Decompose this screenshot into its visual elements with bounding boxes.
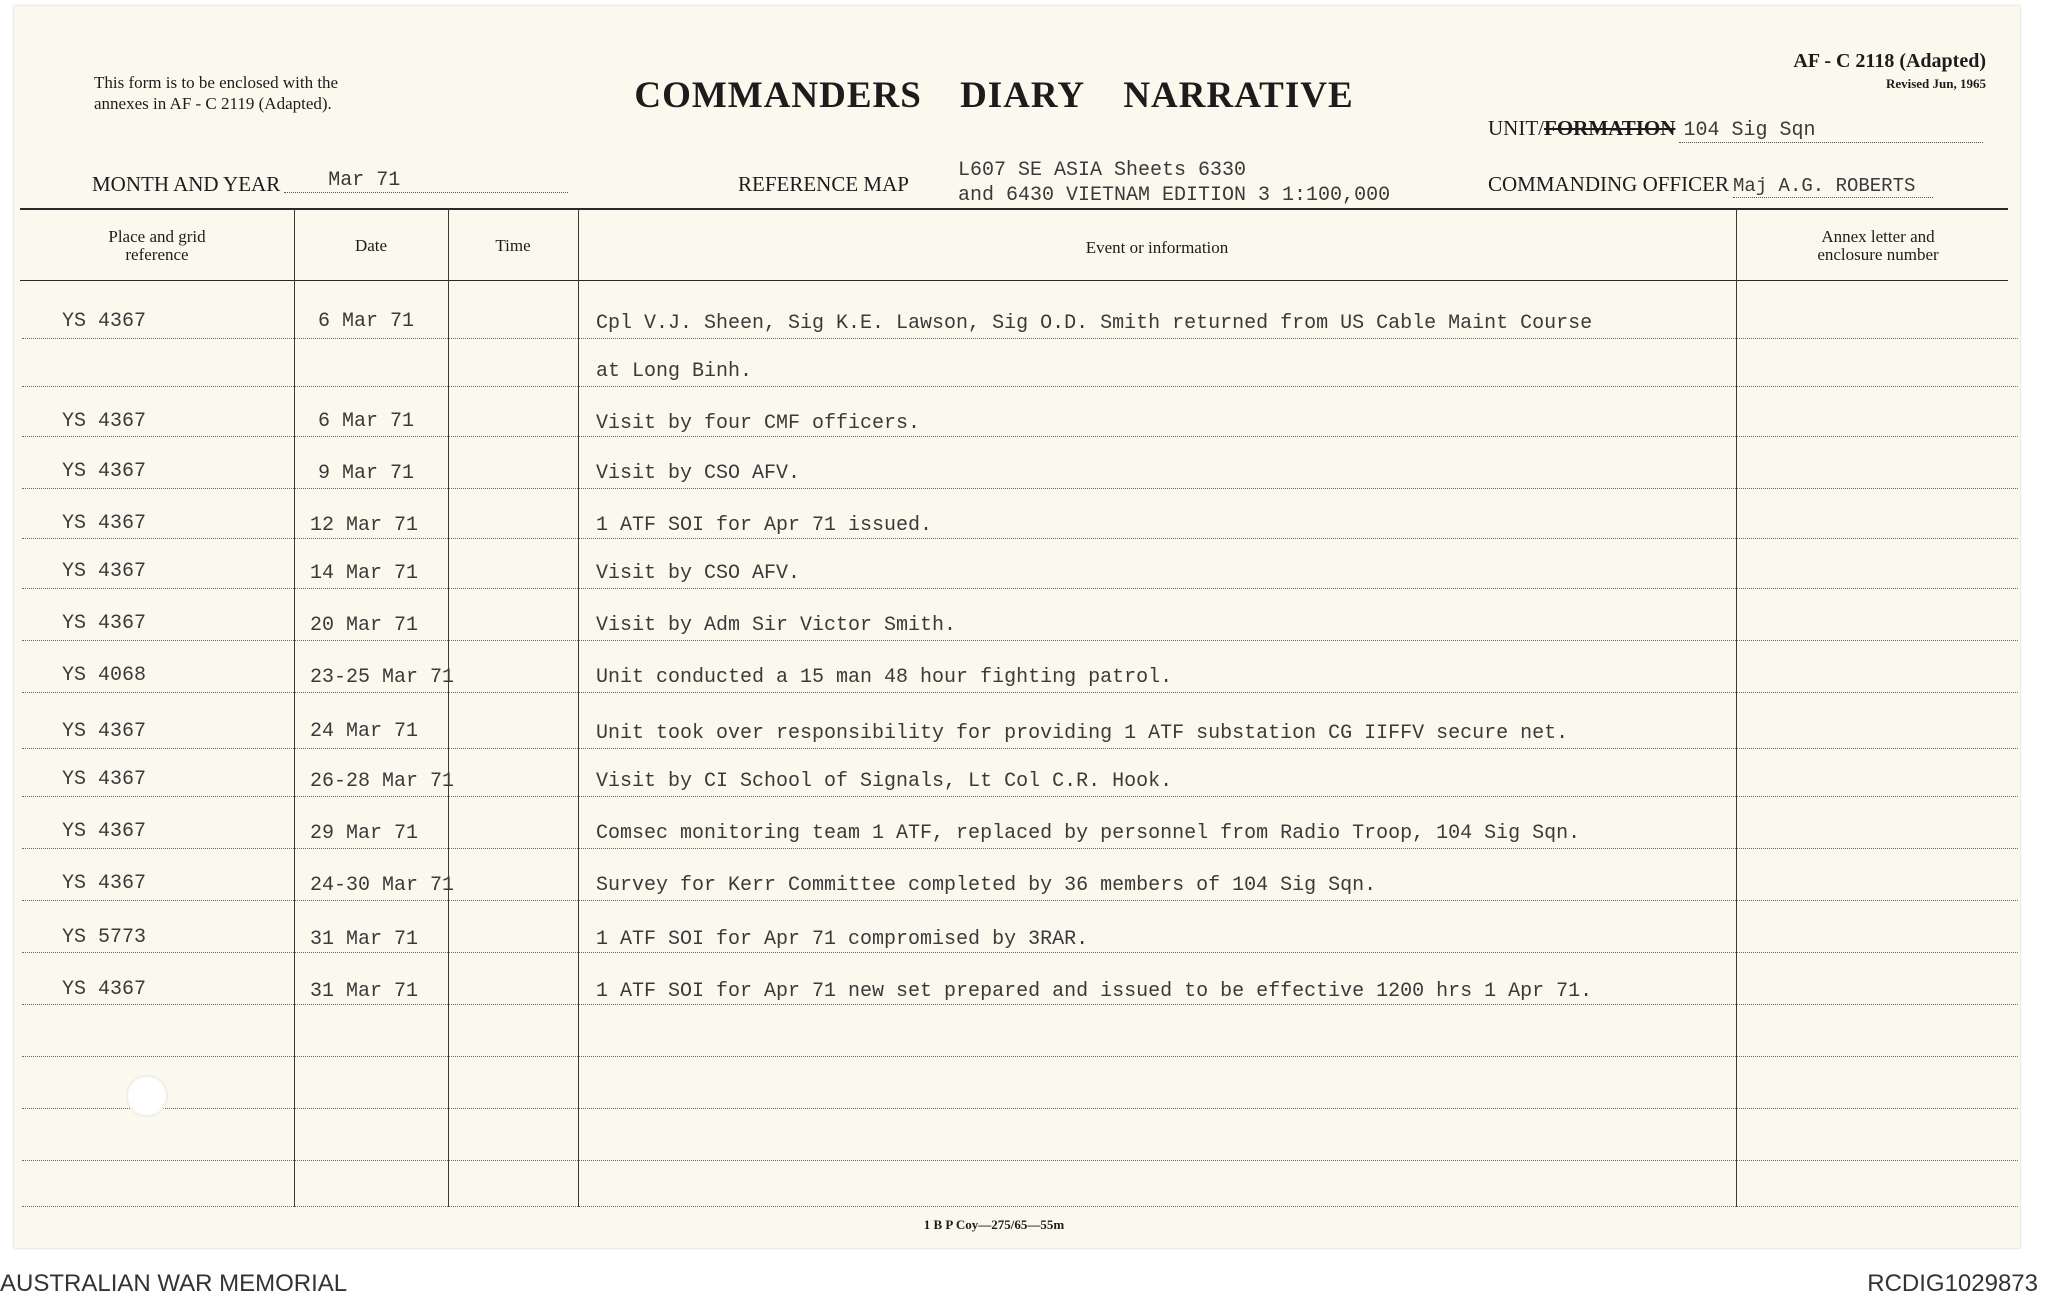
row-rule: [22, 1108, 2018, 1109]
col-head-annex-line-2: enclosure number: [1817, 245, 1939, 264]
row-rule: [22, 640, 2018, 641]
entry-date: 14 Mar 71: [310, 562, 419, 585]
table-header-rule: [20, 280, 2008, 281]
entry-event: Comsec monitoring team 1 ATF, replaced by personnel from Radio Troop, 104 Sig Sqn.: [596, 822, 1581, 845]
col-head-annex: [1736, 228, 2020, 264]
entry-date: 12 Mar 71: [310, 514, 419, 537]
archive-credit: AUSTRALIAN WAR MEMORIAL: [0, 1270, 348, 1297]
row-rule: [22, 338, 2018, 339]
table-top-rule: [20, 208, 2008, 210]
entry-grid: YS 4367: [62, 460, 147, 483]
entry-event: Unit took over responsibility for providing 1 ATF substation CG IIFFV secure net.: [596, 722, 1569, 745]
entry-event: at Long Binh.: [596, 360, 753, 383]
entry-date: 6 Mar 71: [318, 410, 415, 433]
entry-grid: YS 5773: [62, 926, 147, 949]
reference-map-label: REFERENCE MAP: [738, 172, 909, 196]
entry-event: 1 ATF SOI for Apr 71 new set prepared and issued to be effective 1200 hrs 1 Apr 71.: [596, 980, 1593, 1003]
entry-grid: YS 4367: [62, 612, 147, 635]
entry-grid: YS 4367: [62, 872, 147, 895]
entry-date: 26-28 Mar 71: [310, 770, 455, 793]
column-divider-1: [294, 209, 295, 1207]
form-note-line-2: annexes in AF - C 2119 (Adapted).: [94, 94, 332, 113]
form-number: AF - C 2118 (Adapted): [1793, 50, 1986, 72]
entry-date: 24-30 Mar 71: [310, 874, 455, 897]
entry-event: Unit conducted a 15 man 48 hour fighting patrol.: [596, 666, 1173, 689]
col-head-annex-line-1: Annex letter and: [1821, 227, 1935, 246]
revised-date: Revised Jun, 1965: [1885, 76, 1986, 91]
form-title: [14, 74, 1974, 117]
month-year-value: Mar 71: [284, 169, 568, 193]
col-head-date: Date: [354, 236, 388, 255]
form-note-line-1: This form is to be enclosed with the: [94, 73, 339, 92]
entry-grid: YS 4367: [62, 310, 147, 333]
row-rule: [22, 1004, 2018, 1005]
entry-event: Visit by CSO AFV.: [596, 462, 801, 485]
entry-date: 9 Mar 71: [318, 462, 415, 485]
title-word-2: DIARY: [960, 75, 1086, 116]
col-head-place: [20, 228, 294, 264]
row-rule: [22, 952, 2018, 953]
row-rule: [22, 748, 2018, 749]
printer-line: 1 B P Coy—275/65—55m: [923, 1217, 1065, 1232]
entry-date: 29 Mar 71: [310, 822, 419, 845]
entry-grid: YS 4367: [62, 768, 147, 791]
diary-form-sheet: [14, 6, 2020, 1248]
month-year-label: MONTH AND YEAR: [92, 172, 281, 196]
unit-field: [1488, 116, 2018, 143]
column-divider-2: [448, 209, 449, 1207]
archive-id: RCDIG1029873: [1867, 1270, 2038, 1297]
reference-map-line-1: L607 SE ASIA Sheets 6330: [958, 159, 1247, 182]
row-rule: [22, 588, 2018, 589]
entry-event: Survey for Kerr Committee completed by 36 members of 104 Sig Sqn.: [596, 874, 1377, 897]
unit-label-struck: FORMATION: [1544, 116, 1676, 140]
row-rule: [22, 488, 2018, 489]
commanding-officer-value: Maj A.G. ROBERTS: [1733, 175, 1933, 198]
entry-grid: YS 4367: [62, 560, 147, 583]
row-rule: [22, 436, 2018, 437]
unit-label-prefix: UNIT/: [1488, 116, 1544, 140]
entry-grid: YS 4367: [62, 820, 147, 843]
entry-event: Visit by four CMF officers.: [596, 412, 921, 435]
entry-event: 1 ATF SOI for Apr 71 compromised by 3RAR.: [596, 928, 1089, 951]
entry-grid: YS 4367: [62, 410, 147, 433]
entry-event: Cpl V.J. Sheen, Sig K.E. Lawson, Sig O.D. Smith returned from US Cable Maint Course: [596, 312, 1593, 335]
title-word-1: COMMANDERS: [634, 75, 922, 116]
row-rule: [22, 538, 2018, 539]
entry-date: 23-25 Mar 71: [310, 666, 455, 689]
entry-date: 20 Mar 71: [310, 614, 419, 637]
entry-grid: YS 4367: [62, 512, 147, 535]
row-rule: [22, 796, 2018, 797]
entry-event: Visit by CI School of Signals, Lt Col C.R. Hook.: [596, 770, 1173, 793]
title-word-3: NARRATIVE: [1123, 75, 1354, 116]
entry-date: 6 Mar 71: [318, 310, 415, 333]
entry-grid: YS 4367: [62, 720, 147, 743]
entry-event: Visit by Adm Sir Victor Smith.: [596, 614, 957, 637]
entry-date: 31 Mar 71: [310, 928, 419, 951]
unit-value: 104 Sig Sqn: [1679, 119, 1983, 143]
commanding-officer-field: [1488, 172, 2018, 198]
entry-grid: YS 4068: [62, 664, 147, 687]
reference-map-line-2: and 6430 VIETNAM EDITION 3 1:100,000: [958, 184, 1391, 207]
col-head-place-line-2: reference: [125, 245, 189, 264]
month-year-field: [92, 169, 568, 199]
column-divider-4: [1736, 209, 1737, 1207]
commanding-officer-label: COMMANDING OFFICER: [1488, 172, 1729, 196]
col-head-event: Event or information: [1085, 238, 1229, 257]
row-rule: [22, 692, 2018, 693]
row-rule: [22, 900, 2018, 901]
entry-event: 1 ATF SOI for Apr 71 issued.: [596, 514, 933, 537]
punch-hole: [126, 1075, 168, 1117]
row-rule: [22, 1206, 2018, 1207]
entry-date: 31 Mar 71: [310, 980, 419, 1003]
row-rule: [22, 1056, 2018, 1057]
entry-event: Visit by CSO AFV.: [596, 562, 801, 585]
entry-grid: YS 4367: [62, 978, 147, 1001]
reference-map-value: [958, 158, 1390, 209]
row-rule: [22, 1160, 2018, 1161]
entry-date: 24 Mar 71: [310, 720, 419, 743]
column-divider-3: [578, 209, 579, 1207]
col-head-place-line-1: Place and grid: [108, 227, 206, 246]
row-rule: [22, 848, 2018, 849]
col-head-time: Time: [495, 236, 531, 255]
row-rule: [22, 386, 2018, 387]
